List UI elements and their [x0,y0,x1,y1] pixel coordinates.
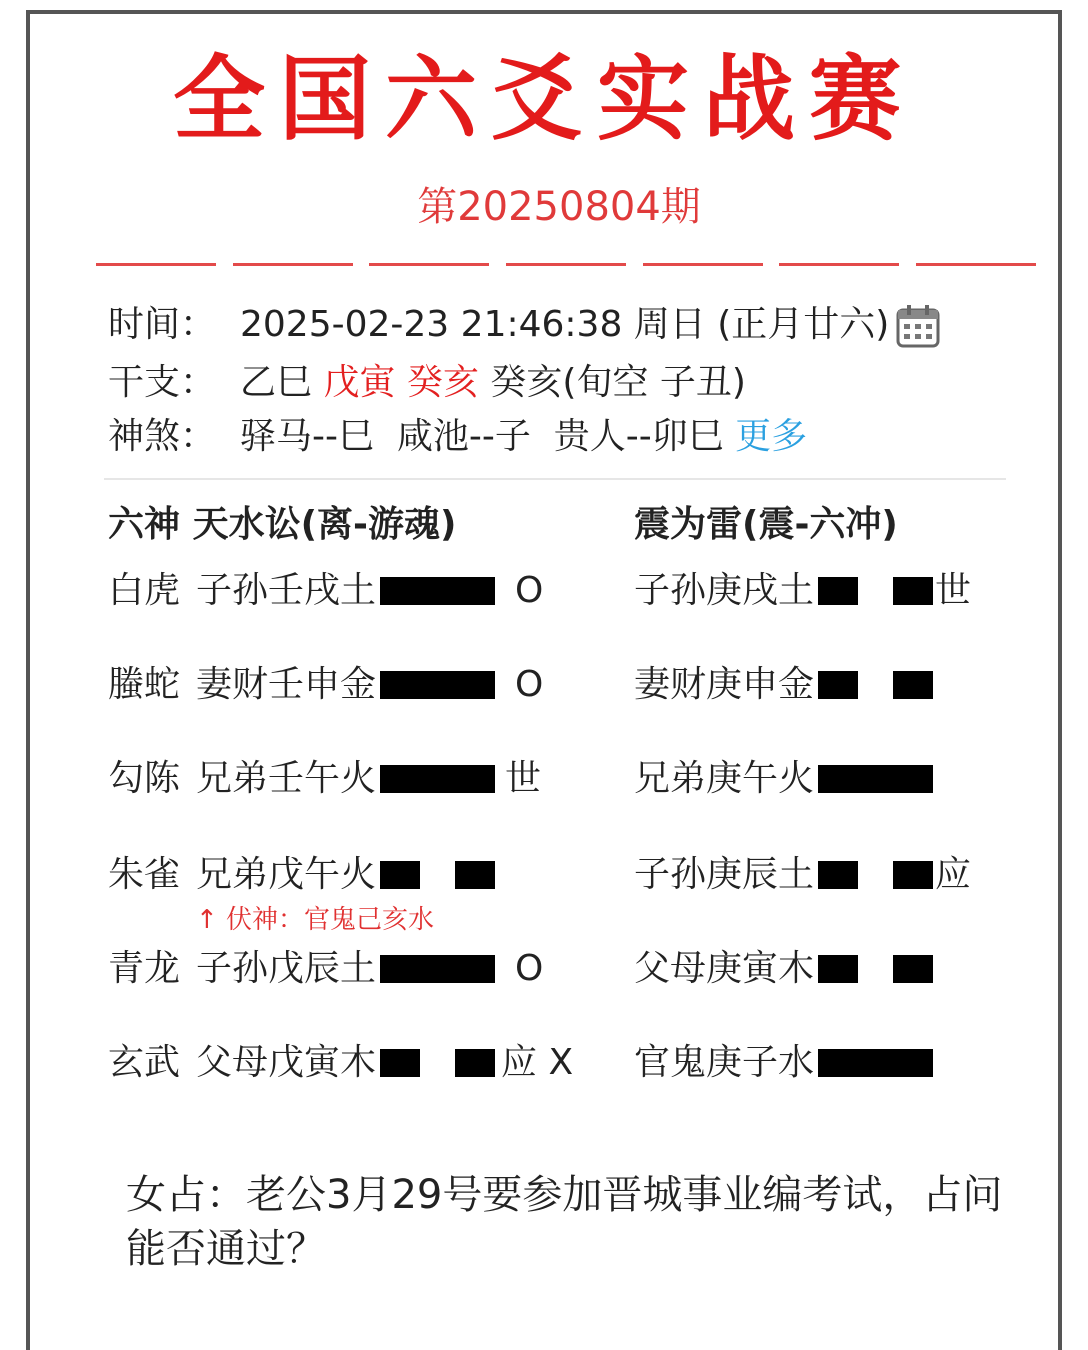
left-line-1 [108,568,543,614]
line-name: 兄弟戊午火 [196,854,377,895]
line-name: 父母庚寅木 [634,948,815,989]
ganzhi-hour: 癸亥(旬空 子丑) [490,362,746,403]
line-mark: 应 [935,854,972,895]
spirit-label: 玄武 [108,1042,181,1083]
line-mark: 应 X [501,1042,574,1083]
ganzhi-row [108,360,746,406]
divider-dashes [96,263,1036,267]
left-line-6 [108,1040,573,1086]
yin-line [380,861,495,889]
yang-line [380,765,495,793]
more-link[interactable]: 更多 [735,416,808,457]
line-name: 父母戊寅木 [196,1042,377,1083]
yang-line [380,577,495,605]
line-mark: O [515,664,544,705]
ganzhi-month: 戊寅 [323,362,396,403]
line-mark: O [515,570,544,611]
right-line-1 [634,568,971,614]
right-line-5 [634,946,943,992]
yin-line [818,955,933,983]
left-header [108,502,456,548]
ganzhi-year: 乙巳 [240,362,313,403]
right-line-4 [634,852,971,898]
line-mark: O [515,948,544,989]
yang-line [818,765,933,793]
time-row [108,302,941,349]
ganzhi-label: 干支： [108,362,217,403]
yang-line [380,671,495,699]
line-mark: 世 [505,758,542,799]
question-text: 女占：老公3月29号要参加晋城事业编考试，占问能否通过？ [126,1172,1003,1272]
spirit-label: 勾陈 [108,758,181,799]
left-line-2 [108,662,543,708]
calendar-icon[interactable] [895,303,941,349]
line-name: 兄弟壬午火 [196,758,377,799]
line-name: 子孙戊辰土 [196,948,377,989]
line-mark: 世 [935,570,972,611]
changed-hexagram-name: 震为雷(震-六冲) [634,504,898,545]
yin-line [818,577,933,605]
line-name: 子孙庚戌土 [634,570,815,611]
yin-line [380,1049,495,1077]
yin-line [818,671,933,699]
spirit-label: 朱雀 [108,854,181,895]
fushen-note: ↑ 伏神：官鬼己亥水 [196,905,435,935]
left-line-3 [108,756,541,802]
spirit-label: 青龙 [108,948,181,989]
yang-line [818,1049,933,1077]
liushen-header: 六神 [108,504,181,545]
spirit-label: 白虎 [108,570,181,611]
ganzhi-day: 癸亥 [406,362,479,403]
main-hexagram-name: 天水讼(离-游魂) [192,504,457,545]
spirit-label: 螣蛇 [108,664,181,705]
line-name: 子孙壬戌土 [196,570,377,611]
issue-number: 第20250804期 [417,184,701,230]
line-name: 子孙庚辰土 [634,854,815,895]
page-title: 全国六爻实战赛 [172,46,915,153]
shensha-row [108,414,807,460]
line-name: 兄弟庚午火 [634,758,815,799]
shensha-value: 驿马--巳 咸池--子 贵人--卯巳 [240,416,724,457]
left-line-4 [108,852,505,898]
section-divider [104,478,1006,480]
yang-line [380,955,495,983]
line-name: 妻财壬申金 [196,664,377,705]
line-name: 妻财庚申金 [634,664,815,705]
right-line-6 [634,1040,943,1086]
right-line-3 [634,756,943,802]
time-value: 2025-02-23 21:46:38 周日 (正月廿六) [240,304,890,345]
right-line-2 [634,662,943,708]
line-name: 官鬼庚子水 [634,1042,815,1083]
time-label: 时间： [108,304,217,345]
shensha-label: 神煞： [108,416,217,457]
left-line-5 [108,946,543,992]
yin-line [818,861,933,889]
